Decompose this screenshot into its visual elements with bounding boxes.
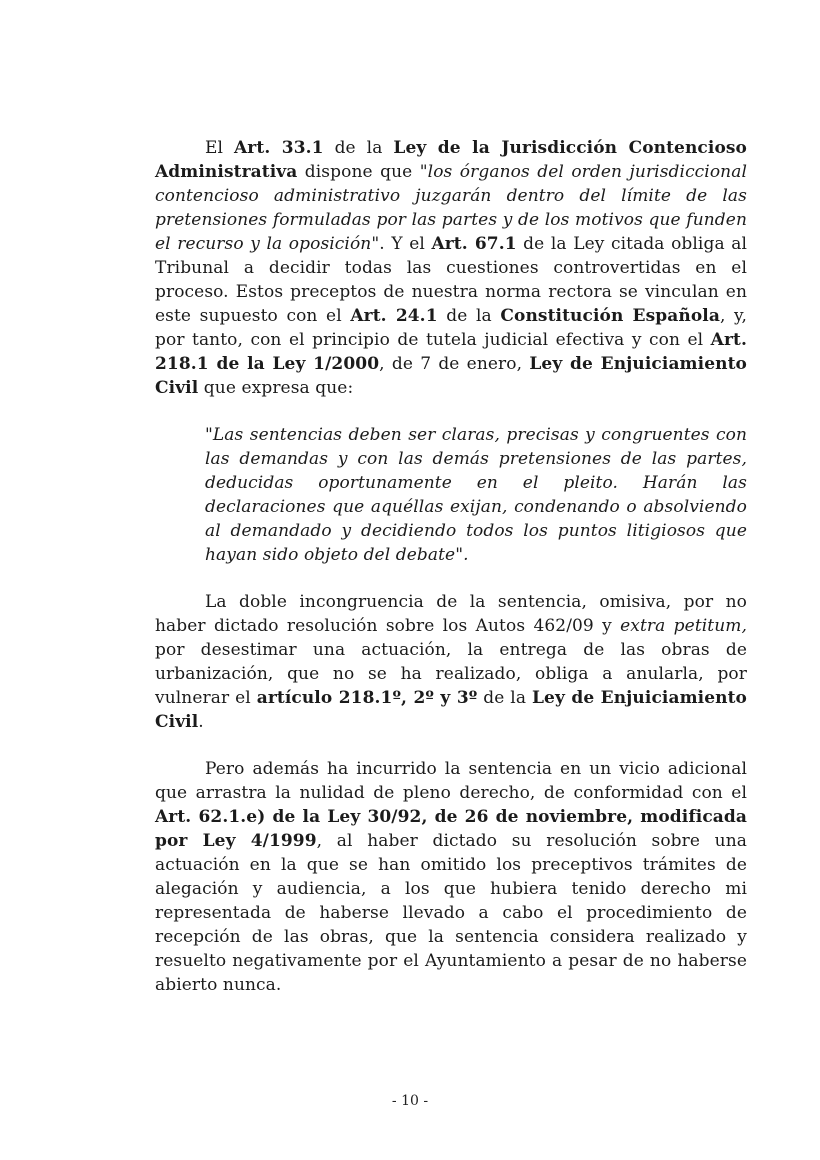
text-run: extra petitum, xyxy=(620,616,747,636)
text-run: Art. 24.1 xyxy=(350,306,438,326)
text-run: Ley de Enjuiciamiento Civil xyxy=(155,688,747,732)
text-run: , de 7 de enero, xyxy=(379,354,530,374)
text-run: Pero además ha incurrido la sentencia en un vicio adicional que arrastra la nulidad de pleno derecho, de conformidad con el xyxy=(155,759,747,803)
text-run: Art. 33.1 xyxy=(234,138,324,158)
text-run: de la xyxy=(437,306,501,326)
text-run: Ley de Enjuiciamiento Civil xyxy=(155,354,747,398)
text-run: La doble incongruencia de la sentencia, omisiva, por no haber dictado resolución sobre los Autos 462/09 y xyxy=(155,592,747,636)
text-run: Art. 62.1.e) de la Ley 30/92, de 26 de noviembre, modificada por Ley 4/1999 xyxy=(155,807,747,851)
text-run: dispone que " xyxy=(297,162,428,182)
text-run: Constitución Española xyxy=(500,306,720,326)
paragraph-4 xyxy=(155,757,747,997)
text-run: de la xyxy=(323,138,394,158)
text-run: . xyxy=(198,712,204,732)
text-run: Art. 218.1 de la Ley 1/2000 xyxy=(155,330,747,374)
text-run: artículo 218.1º, 2º y 3º xyxy=(256,688,478,708)
text-run: ". Y el xyxy=(371,234,432,254)
page-number: - 10 - xyxy=(391,1093,429,1109)
text-run: que expresa que: xyxy=(198,378,354,398)
document-body xyxy=(155,136,747,997)
text-run: , y, por tanto, con el principio de tutela judicial efectiva y con el xyxy=(155,306,747,350)
text-run: Ley de la Jurisdicción Contencioso Administrativa xyxy=(155,138,747,182)
text-run: de la Ley citada obliga al Tribunal a decidir todas las cuestiones controvertidas en el proceso. Estos preceptos de nuestra norma rectora se vinculan en este supuesto con el xyxy=(155,234,748,326)
text-run: "Las sentencias deben ser claras, precisas y congruentes con las demandas y con las demás pretensiones de las partes, deducidas oportunamente en el pleito. Harán las declaraciones que aquéllas exijan, condenando o absolviendo al demandado y decidiendo todos los puntos litigiosos que hayan sido objeto del debate". xyxy=(205,425,747,565)
text-run: los órganos del orden jurisdiccional contencioso administrativo juzgarán dentro del límite de las pretensiones formuladas por las partes y de los motivos que funden el recurso y la oposición xyxy=(155,162,747,254)
text-run: de la xyxy=(477,688,532,708)
text-run: por desestimar una actuación, la entrega de las obras de urbanización, que no se ha realizado, obliga a anularla, por vulnerar el xyxy=(155,640,747,708)
paragraph-2 xyxy=(205,423,747,567)
text-run: Art. 67.1 xyxy=(431,234,517,254)
page-footer xyxy=(0,1092,820,1110)
paragraph-1 xyxy=(155,136,747,400)
text-run: El xyxy=(205,138,235,158)
text-run: , al haber dictado su resolución sobre una actuación en la que se han omitido los preceptivos trámites de alegación y audiencia, a los que hubiera tenido derecho mi representada de haberse llevado a cabo el procedimiento de recepción de las obras, que la sentencia considera realizado y resuelto negativamente por el Ayuntamiento a pesar de no haberse abierto nunca. xyxy=(155,831,747,995)
paragraph-3 xyxy=(155,590,747,734)
